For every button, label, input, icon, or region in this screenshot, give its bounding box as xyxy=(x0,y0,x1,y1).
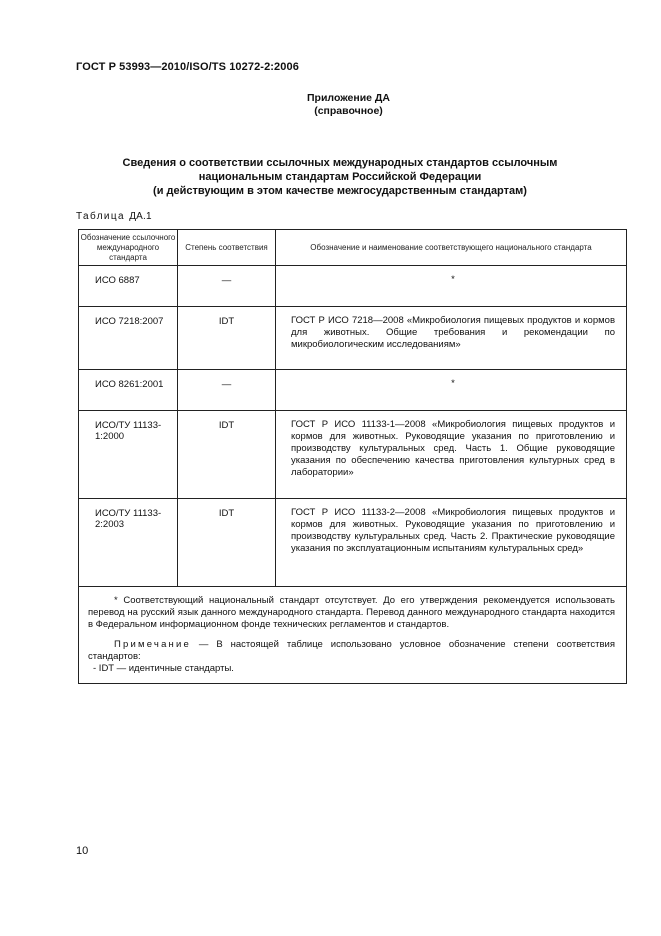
cell-code: ИСО 8261:2001 xyxy=(79,370,178,411)
table-row xyxy=(79,411,627,499)
correspondence-table xyxy=(78,229,627,684)
header-international-standard: Обозначение ссылочного международного стандарта xyxy=(79,230,178,266)
section-title xyxy=(80,156,600,198)
table-row xyxy=(79,266,627,307)
section-title-line-3: (и действующим в этом качестве межгосударственным стандартам) xyxy=(153,185,527,197)
table-row xyxy=(79,499,627,587)
table-footer-row xyxy=(79,587,627,684)
cell-code: ИСО 7218:2007 xyxy=(79,307,178,370)
document-header: ГОСТ Р 53993—2010/ISO/TS 10272-2:2006 xyxy=(76,61,299,73)
note xyxy=(88,639,615,663)
section-title-line-2: национальным стандартам Российской Федерации xyxy=(198,171,482,183)
annex-heading xyxy=(0,92,661,118)
header-national-standard: Обозначение и наименование соответствующего национального стандарта xyxy=(276,230,627,266)
table-footer xyxy=(79,587,627,684)
cell-national: ГОСТ Р ИСО 11133-1—2008 «Микробиология пищевых продуктов и кормов для животных. Руководящие указания по приготовлению и производству культуральных сред. Часть 1. Общие руководящие указания по обеспечению качества приготовления культурных сред в лаборатории» xyxy=(276,411,627,499)
annex-subtitle: (справочное) xyxy=(314,105,383,117)
cell-national: * xyxy=(276,266,627,307)
table-row xyxy=(79,307,627,370)
annex-title: Приложение ДА xyxy=(307,92,390,104)
cell-national: ГОСТ Р ИСО 11133-2—2008 «Микробиология пищевых продуктов и кормов для животных. Руководящие указания по приготовлению и производству культуральных сред. Часть 2. Практические руководящие указания по эксплуатационным испытаниям культуральных сред» xyxy=(276,499,627,587)
cell-code: ИСО 6887 xyxy=(79,266,178,307)
cell-code: ИСО/ТУ 11133-2:2003 xyxy=(79,499,178,587)
footnote: * Соответствующий национальный стандарт отсутствует. До его утверждения рекомендуется использовать перевод на русский язык данного международного стандарта. Перевод данного международного стандарта находится в Федеральном информационном фонде технических регламентов и стандартов. xyxy=(88,595,615,630)
cell-code: ИСО/ТУ 11133-1:2000 xyxy=(79,411,178,499)
table-row xyxy=(79,370,627,411)
note-text: — В настоящей таблице использовано условное обозначение степени соответствия стандартов: xyxy=(88,639,615,662)
table-header-row xyxy=(79,230,627,266)
section-title-line-1: Сведения о соответствии ссылочных международных стандартов ссылочным xyxy=(122,157,558,169)
table-caption-word: Таблица xyxy=(76,211,126,222)
table-caption-number: ДА.1 xyxy=(129,211,152,222)
cell-degree: IDT xyxy=(178,499,276,587)
cell-degree: IDT xyxy=(178,307,276,370)
page-number: 10 xyxy=(76,845,89,857)
cell-degree: — xyxy=(178,266,276,307)
cell-degree: IDT xyxy=(178,411,276,499)
note-item: - IDT — идентичные стандарты. xyxy=(93,663,234,674)
cell-national: ГОСТ Р ИСО 7218—2008 «Микробиология пищевых продуктов и кормов для животных. Общие требования и рекомендации по микробиологическим исследованиям» xyxy=(276,307,627,370)
cell-national: * xyxy=(276,370,627,411)
table-caption xyxy=(76,211,152,222)
cell-degree: — xyxy=(178,370,276,411)
note-label: Примечание xyxy=(114,639,191,650)
header-degree: Степень соответствия xyxy=(178,230,276,266)
